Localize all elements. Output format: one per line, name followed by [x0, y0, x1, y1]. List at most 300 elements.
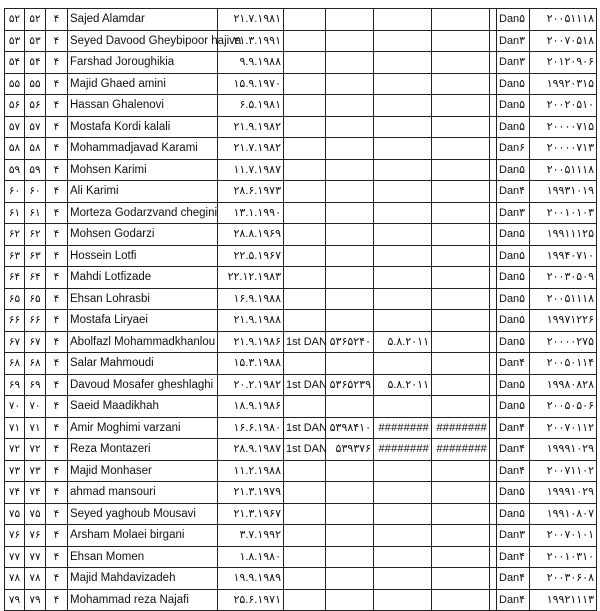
table-row — [5, 159, 597, 181]
number-cell: ۷۹ — [25, 589, 46, 611]
index-cell: ۷۵ — [5, 503, 25, 525]
certificate-cell — [284, 224, 326, 246]
index-cell: ۵۷ — [5, 116, 25, 138]
table-row — [5, 568, 597, 590]
issue-date-cell: ######## — [374, 439, 432, 461]
registration-cell — [326, 288, 374, 310]
name-cell: Majid Mahdavizadeh — [68, 568, 218, 590]
name-cell: Seyed Davood Gheybipoor hajiva — [68, 30, 218, 52]
name-cell: Arsham Molaei birgani — [68, 525, 218, 547]
birth-date-cell: ۱۳.۱.۱۹۹۰ — [218, 202, 284, 224]
issue-date-cell — [374, 288, 432, 310]
dan-grade-cell: Dan۵ — [497, 503, 530, 525]
dan-grade-cell: Dan۵ — [497, 224, 530, 246]
dan-grade-cell: Dan۳ — [497, 52, 530, 74]
membership-code-cell: ۲۰۰۵۰۱۱۴ — [530, 353, 597, 375]
registration-cell — [326, 30, 374, 52]
table-row — [5, 30, 597, 52]
registration-cell — [326, 267, 374, 289]
table-row — [5, 353, 597, 375]
name-cell: Ehsan Lohrasbi — [68, 288, 218, 310]
table-row — [5, 95, 597, 117]
spacer-cell — [490, 245, 497, 267]
index-cell: ۶۱ — [5, 202, 25, 224]
issue-date-cell — [374, 460, 432, 482]
number-cell: ۷۸ — [25, 568, 46, 590]
number-cell: ۷۴ — [25, 482, 46, 504]
spacer-cell — [490, 30, 497, 52]
expiry-date-cell — [432, 568, 490, 590]
spacer-cell — [490, 52, 497, 74]
expiry-date-cell — [432, 288, 490, 310]
expiry-date-cell — [432, 138, 490, 160]
spacer-cell — [490, 396, 497, 418]
number-cell: ۷۱ — [25, 417, 46, 439]
registration-cell — [326, 95, 374, 117]
name-cell: Ehsan Momen — [68, 546, 218, 568]
number-cell: ۷۵ — [25, 503, 46, 525]
issue-date-cell — [374, 95, 432, 117]
spacer-cell — [490, 138, 497, 160]
index-cell: ۷۳ — [5, 460, 25, 482]
table-row — [5, 224, 597, 246]
group-cell: ۴ — [46, 546, 68, 568]
expiry-date-cell — [432, 374, 490, 396]
index-cell: ۶۲ — [5, 224, 25, 246]
spacer-cell — [490, 568, 497, 590]
birth-date-cell: ۲۱.۹.۱۹۸۶ — [218, 331, 284, 353]
birth-date-cell: ۱۸.۹.۱۹۸۶ — [218, 396, 284, 418]
name-cell: Mohammadjavad Karami — [68, 138, 218, 160]
table-row — [5, 202, 597, 224]
birth-date-cell: ۱۶.۶.۱۹۸۰ — [218, 417, 284, 439]
index-cell: ۷۷ — [5, 546, 25, 568]
registration-cell — [326, 224, 374, 246]
expiry-date-cell — [432, 224, 490, 246]
group-cell: ۴ — [46, 417, 68, 439]
spacer-cell — [490, 116, 497, 138]
issue-date-cell — [374, 568, 432, 590]
expiry-date-cell — [432, 73, 490, 95]
table-row — [5, 525, 597, 547]
birth-date-cell: ۹.۹.۱۹۸۸ — [218, 52, 284, 74]
expiry-date-cell — [432, 181, 490, 203]
spacer-cell — [490, 417, 497, 439]
dan-grade-cell: Dan۵ — [497, 159, 530, 181]
spacer-cell — [490, 224, 497, 246]
certificate-cell — [284, 589, 326, 611]
birth-date-cell: ۱۱.۲.۱۹۸۸ — [218, 460, 284, 482]
membership-code-cell: ۲۰۰۱۰۱۰۳ — [530, 202, 597, 224]
index-cell: ۷۹ — [5, 589, 25, 611]
certificate-cell — [284, 202, 326, 224]
issue-date-cell — [374, 396, 432, 418]
expiry-date-cell — [432, 116, 490, 138]
certificate-cell — [284, 288, 326, 310]
registration-cell: ۵۳۶۵۲۴۰ — [326, 331, 374, 353]
table-row — [5, 9, 597, 31]
certificate-cell — [284, 9, 326, 31]
expiry-date-cell — [432, 503, 490, 525]
spacer-cell — [490, 439, 497, 461]
name-cell: Mostafa Liryaei — [68, 310, 218, 332]
group-cell: ۴ — [46, 52, 68, 74]
index-cell: ۷۲ — [5, 439, 25, 461]
spacer-cell — [490, 503, 497, 525]
registration-cell — [326, 202, 374, 224]
issue-date-cell — [374, 202, 432, 224]
spacer-cell — [490, 202, 497, 224]
group-cell: ۴ — [46, 9, 68, 31]
index-cell: ۵۸ — [5, 138, 25, 160]
table-row — [5, 138, 597, 160]
number-cell: ۶۹ — [25, 374, 46, 396]
registration-cell — [326, 52, 374, 74]
name-cell: Salar Mahmoudi — [68, 353, 218, 375]
issue-date-cell — [374, 546, 432, 568]
number-cell: ۶۶ — [25, 310, 46, 332]
number-cell: ۵۳ — [25, 30, 46, 52]
group-cell: ۴ — [46, 181, 68, 203]
certificate-cell — [284, 52, 326, 74]
number-cell: ۵۴ — [25, 52, 46, 74]
dan-grade-cell: Dan۳ — [497, 30, 530, 52]
registration-cell — [326, 353, 374, 375]
dan-grade-cell: Dan۵ — [497, 9, 530, 31]
certificate-cell — [284, 568, 326, 590]
group-cell: ۴ — [46, 138, 68, 160]
registration-cell — [326, 138, 374, 160]
expiry-date-cell — [432, 310, 490, 332]
issue-date-cell — [374, 9, 432, 31]
spacer-cell — [490, 73, 497, 95]
index-cell: ۶۷ — [5, 331, 25, 353]
expiry-date-cell: ######## — [432, 417, 490, 439]
dan-grade-cell: Dan۵ — [497, 310, 530, 332]
birth-date-cell: ۲۱.۳.۱۹۹۱ — [218, 30, 284, 52]
dan-grade-cell: Dan۵ — [497, 288, 530, 310]
number-cell: ۵۷ — [25, 116, 46, 138]
issue-date-cell — [374, 224, 432, 246]
number-cell: ۶۴ — [25, 267, 46, 289]
index-cell: ۶۵ — [5, 288, 25, 310]
issue-date-cell — [374, 353, 432, 375]
membership-code-cell: ۱۹۹۸۰۸۲۸ — [530, 374, 597, 396]
name-cell: Majid Monhaser — [68, 460, 218, 482]
expiry-date-cell — [432, 202, 490, 224]
number-cell: ۶۸ — [25, 353, 46, 375]
membership-code-cell: ۱۹۹۳۱۰۱۹ — [530, 181, 597, 203]
dan-grade-cell: Dan۵ — [497, 245, 530, 267]
certificate-cell — [284, 73, 326, 95]
expiry-date-cell — [432, 525, 490, 547]
expiry-date-cell — [432, 546, 490, 568]
name-cell: Morteza Godarzvand chegini — [68, 202, 218, 224]
spacer-cell — [490, 310, 497, 332]
spacer-cell — [490, 482, 497, 504]
number-cell: ۵۶ — [25, 95, 46, 117]
certificate-cell — [284, 310, 326, 332]
number-cell: ۵۹ — [25, 159, 46, 181]
dan-grade-cell: Dan۴ — [497, 181, 530, 203]
table-row — [5, 417, 597, 439]
expiry-date-cell — [432, 159, 490, 181]
issue-date-cell — [374, 116, 432, 138]
certificate-cell: 1st DAN — [284, 331, 326, 353]
group-cell: ۴ — [46, 310, 68, 332]
certificate-cell — [284, 95, 326, 117]
group-cell: ۴ — [46, 439, 68, 461]
spacer-cell — [490, 525, 497, 547]
dan-grade-cell: Dan۴ — [497, 589, 530, 611]
membership-code-cell: ۱۹۹۱۱۱۲۵ — [530, 224, 597, 246]
dan-grade-cell: Dan۵ — [497, 95, 530, 117]
certificate-cell — [284, 30, 326, 52]
index-cell: ۵۲ — [5, 9, 25, 31]
expiry-date-cell — [432, 331, 490, 353]
dan-grade-cell: Dan۴ — [497, 439, 530, 461]
birth-date-cell: ۳.۷.۱۹۹۲ — [218, 525, 284, 547]
birth-date-cell: ۲۱.۷.۱۹۸۲ — [218, 138, 284, 160]
membership-code-cell: ۱۹۹۲۱۱۱۳ — [530, 589, 597, 611]
certificate-cell — [284, 525, 326, 547]
members-table — [4, 8, 597, 611]
index-cell: ۶۹ — [5, 374, 25, 396]
group-cell: ۴ — [46, 589, 68, 611]
group-cell: ۴ — [46, 288, 68, 310]
group-cell: ۴ — [46, 568, 68, 590]
birth-date-cell: ۱۱.۷.۱۹۸۷ — [218, 159, 284, 181]
number-cell: ۷۶ — [25, 525, 46, 547]
group-cell: ۴ — [46, 73, 68, 95]
name-cell: Majid Ghaed amini — [68, 73, 218, 95]
birth-date-cell: ۲۱.۹.۱۹۸۲ — [218, 116, 284, 138]
certificate-cell — [284, 503, 326, 525]
registration-cell — [326, 181, 374, 203]
birth-date-cell: ۱۹.۹.۱۹۸۹ — [218, 568, 284, 590]
issue-date-cell: ######## — [374, 417, 432, 439]
number-cell: ۶۰ — [25, 181, 46, 203]
table-row — [5, 460, 597, 482]
group-cell: ۴ — [46, 525, 68, 547]
index-cell: ۷۰ — [5, 396, 25, 418]
issue-date-cell — [374, 52, 432, 74]
number-cell: ۷۰ — [25, 396, 46, 418]
spacer-cell — [490, 9, 497, 31]
certificate-cell — [284, 245, 326, 267]
membership-code-cell: ۲۰۰۵۱۱۱۸ — [530, 9, 597, 31]
issue-date-cell: ۵.۸.۲۰۱۱ — [374, 374, 432, 396]
number-cell: ۶۱ — [25, 202, 46, 224]
certificate-cell — [284, 181, 326, 203]
membership-code-cell: ۲۰۰۳۰۶۰۸ — [530, 568, 597, 590]
expiry-date-cell — [432, 482, 490, 504]
issue-date-cell — [374, 503, 432, 525]
membership-code-cell: ۱۹۹۷۱۲۲۶ — [530, 310, 597, 332]
number-cell: ۵۸ — [25, 138, 46, 160]
birth-date-cell: ۲۲.۱۲.۱۹۸۳ — [218, 267, 284, 289]
registration-cell: ۵۳۹۳۷۶ — [326, 439, 374, 461]
name-cell: Ali Karimi — [68, 181, 218, 203]
birth-date-cell: ۱۶.۹.۱۹۸۸ — [218, 288, 284, 310]
issue-date-cell — [374, 589, 432, 611]
spacer-cell — [490, 353, 497, 375]
registration-cell — [326, 9, 374, 31]
table-row — [5, 546, 597, 568]
membership-code-cell: ۲۰۰۵۱۱۱۸ — [530, 159, 597, 181]
spacer-cell — [490, 288, 497, 310]
registration-cell — [326, 503, 374, 525]
expiry-date-cell — [432, 9, 490, 31]
issue-date-cell — [374, 310, 432, 332]
number-cell: ۷۷ — [25, 546, 46, 568]
table-row — [5, 482, 597, 504]
dan-grade-cell: Dan۴ — [497, 568, 530, 590]
dan-grade-cell: Dan۵ — [497, 73, 530, 95]
group-cell: ۴ — [46, 331, 68, 353]
birth-date-cell: ۶.۵.۱۹۸۱ — [218, 95, 284, 117]
birth-date-cell: ۲۱.۷.۱۹۸۱ — [218, 9, 284, 31]
registration-cell — [326, 589, 374, 611]
registration-cell — [326, 310, 374, 332]
birth-date-cell: ۲۱.۳.۱۹۶۷ — [218, 503, 284, 525]
group-cell: ۴ — [46, 460, 68, 482]
table-row — [5, 181, 597, 203]
certificate-cell: 1st DAN — [284, 374, 326, 396]
membership-code-cell: ۲۰۰۵۱۱۱۸ — [530, 288, 597, 310]
index-cell: ۶۶ — [5, 310, 25, 332]
expiry-date-cell — [432, 353, 490, 375]
group-cell: ۴ — [46, 159, 68, 181]
certificate-cell — [284, 353, 326, 375]
birth-date-cell: ۱۵.۳.۱۹۸۸ — [218, 353, 284, 375]
membership-code-cell: ۲۰۰۳۰۵۰۹ — [530, 267, 597, 289]
index-cell: ۵۴ — [5, 52, 25, 74]
birth-date-cell: ۲۸.۹.۱۹۸۷ — [218, 439, 284, 461]
name-cell: Saeid Maadikhah — [68, 396, 218, 418]
issue-date-cell — [374, 245, 432, 267]
membership-code-cell: ۲۰۰۱۰۳۱۰ — [530, 546, 597, 568]
membership-code-cell: ۱۹۹۹۱۰۲۹ — [530, 482, 597, 504]
index-cell: ۵۵ — [5, 73, 25, 95]
table-row — [5, 288, 597, 310]
expiry-date-cell — [432, 52, 490, 74]
membership-code-cell: ۲۰۰۷۰۱۰۱ — [530, 525, 597, 547]
name-cell: Mohsen Karimi — [68, 159, 218, 181]
group-cell: ۴ — [46, 30, 68, 52]
expiry-date-cell: ######## — [432, 439, 490, 461]
table-row — [5, 116, 597, 138]
spacer-cell — [490, 331, 497, 353]
dan-grade-cell: Dan۳ — [497, 525, 530, 547]
name-cell: Mohammad reza Najafi — [68, 589, 218, 611]
group-cell: ۴ — [46, 482, 68, 504]
spacer-cell — [490, 267, 497, 289]
membership-code-cell: ۲۰۰۷۰۱۱۲ — [530, 417, 597, 439]
registration-cell — [326, 73, 374, 95]
spacer-cell — [490, 181, 497, 203]
registration-cell — [326, 525, 374, 547]
group-cell: ۴ — [46, 116, 68, 138]
membership-code-cell: ۱۹۹۱۰۸۰۷ — [530, 503, 597, 525]
membership-code-cell: ۲۰۰۰۰۷۱۳ — [530, 138, 597, 160]
expiry-date-cell — [432, 245, 490, 267]
name-cell: Farshad Joroughikia — [68, 52, 218, 74]
spacer-cell — [490, 159, 497, 181]
birth-date-cell: ۲۵.۶.۱۹۷۱ — [218, 589, 284, 611]
issue-date-cell — [374, 138, 432, 160]
name-cell: Mostafa Kordi kalali — [68, 116, 218, 138]
index-cell: ۷۱ — [5, 417, 25, 439]
name-cell: Abolfazl Mohammadkhanlou — [68, 331, 218, 353]
membership-code-cell: ۲۰۰۵۰۵۰۶ — [530, 396, 597, 418]
spacer-cell — [490, 589, 497, 611]
registration-cell — [326, 116, 374, 138]
membership-code-cell: ۲۰۰۲۰۵۱۰ — [530, 95, 597, 117]
issue-date-cell — [374, 30, 432, 52]
registration-cell — [326, 482, 374, 504]
number-cell: ۵۲ — [25, 9, 46, 31]
index-cell: ۵۳ — [5, 30, 25, 52]
membership-code-cell: ۱۹۹۴۰۷۱۰ — [530, 245, 597, 267]
issue-date-cell — [374, 181, 432, 203]
issue-date-cell — [374, 525, 432, 547]
certificate-cell — [284, 546, 326, 568]
name-cell: Seyed yaghoub Mousavi — [68, 503, 218, 525]
expiry-date-cell — [432, 267, 490, 289]
dan-grade-cell: Dan۵ — [497, 267, 530, 289]
registration-cell: ۵۳۹۸۴۱۰ — [326, 417, 374, 439]
certificate-cell — [284, 159, 326, 181]
membership-code-cell: ۲۰۱۲۰۹۰۶ — [530, 52, 597, 74]
expiry-date-cell — [432, 589, 490, 611]
number-cell: ۶۵ — [25, 288, 46, 310]
dan-grade-cell: Dan۵ — [497, 331, 530, 353]
issue-date-cell: ۵.۸.۲۰۱۱ — [374, 331, 432, 353]
number-cell: ۶۷ — [25, 331, 46, 353]
spacer-cell — [490, 546, 497, 568]
membership-code-cell: ۱۹۹۹۱۰۲۹ — [530, 439, 597, 461]
membership-code-cell: ۲۰۰۷۱۱۰۲ — [530, 460, 597, 482]
spacer-cell — [490, 460, 497, 482]
table-row — [5, 245, 597, 267]
membership-code-cell: ۲۰۰۷۰۵۱۸ — [530, 30, 597, 52]
index-cell: ۶۸ — [5, 353, 25, 375]
expiry-date-cell — [432, 30, 490, 52]
table-row — [5, 267, 597, 289]
birth-date-cell: ۱.۸.۱۹۸۰ — [218, 546, 284, 568]
name-cell: Mahdi Lotfizade — [68, 267, 218, 289]
dan-grade-cell: Dan۴ — [497, 546, 530, 568]
group-cell: ۴ — [46, 396, 68, 418]
name-cell: Reza Montazeri — [68, 439, 218, 461]
dan-grade-cell: Dan۴ — [497, 353, 530, 375]
certificate-cell — [284, 482, 326, 504]
number-cell: ۶۲ — [25, 224, 46, 246]
certificate-cell: 1st DAN — [284, 439, 326, 461]
issue-date-cell — [374, 482, 432, 504]
registration-cell — [326, 546, 374, 568]
dan-grade-cell: Dan۵ — [497, 116, 530, 138]
name-cell: ahmad mansouri — [68, 482, 218, 504]
table-row — [5, 439, 597, 461]
birth-date-cell: ۲۸.۶.۱۹۷۳ — [218, 181, 284, 203]
table-row — [5, 396, 597, 418]
expiry-date-cell — [432, 460, 490, 482]
certificate-cell — [284, 116, 326, 138]
group-cell: ۴ — [46, 503, 68, 525]
table-row — [5, 374, 597, 396]
